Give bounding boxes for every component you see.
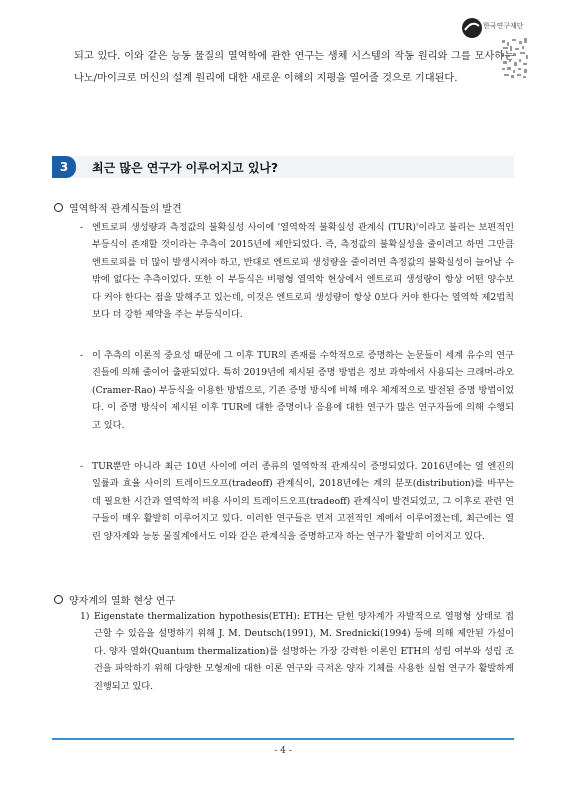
dash-bullet: - — [80, 350, 84, 361]
org-name: 한국연구재단 — [483, 22, 524, 30]
section-number: 3 — [52, 156, 76, 178]
section-header — [52, 156, 514, 178]
subsection-title: 양자계의 열화 현상 연구 — [69, 596, 176, 607]
list-item-text: Eigenstate thermalization hypothesis(ETH): ETH는 닫힌 양자계가 자발적으로 열평형 상태로 접근할 수 있음을 설명하기 위해 J. M. Deutsch(1991), M. Srednicki(1994) 등에 의해 제안된 가설이다. 양자 열화(Quantum thermalization)를 설명하는 가장 강력한 이론인 ETH의 성립 여부와 성립 조건을 파악하기 위해 다양한 모형계에 대한 이론 연구와 극저온 양자 기체를 사용한 실험 연구가 활발하게 진행되고 있다. — [94, 611, 514, 692]
list-item-text: 엔트로피 생성량과 측정값의 불확실성 사이에 '열역학적 불확실성 관계식 (TUR)'이라고 불리는 보편적인 부등식이 존재할 것이라는 추측이 2015년에 제안되었다. 즉, 측정값의 불확실성을 줄이려고 하면 그만큼 엔트로피를 더 많이 발생시켜야 하고, 반대로 엔트로피 생성량을 줄이려면 측정값의 불확실성이 늘어날 수밖에 없다는 추측이었다. 또한 이 부등식은 비평형 열역학 현상에서 엔트로피 생성량이 항상 어떤 양수보다 커야 한다는 점을 말해주고 있는데, 이것은 엔트로피 생성량이 항상 0보다 커야 한다는 열역학 제2법칙보다 더 강한 제약을 주는 부등식이다. — [92, 222, 514, 321]
subsection-title: 열역학적 관계식들의 발견 — [69, 204, 182, 215]
list-item — [80, 608, 514, 698]
list-item — [80, 458, 514, 580]
subsection-heading — [54, 592, 175, 607]
list-item — [80, 347, 514, 452]
dash-bullet: - — [80, 461, 84, 472]
intro-text: 되고 있다. 이와 같은 능동 물질의 열역학에 관한 연구는 생체 시스템의 작동 원리와 그를 모사하는 나노/마이크로 머신의 설계 원리에 대한 새로운 이해의 지평을 열어줄 것으로 기대된다. — [74, 51, 514, 84]
list-item-text: 이 추측의 이론적 중요성 때문에 그 이후 TUR의 존재를 수학적으로 증명하는 논문들이 세계 유수의 연구진들에 의해 줄이어 출판되었다. 특히 2019년에 제시된 증명 방법은 정보 과학에서 사용되는 크래머-라오(Cramer-Rao) 부등식을 이용한 방법으로, 기존 증명 방식에 비해 매우 체계적으로 발전된 증명 방법이었다. 이 증명 방식이 제시된 이후 TUR에 대한 증명이나 응용에 대한 연구가 많은 연구자들에 의해 수행되고 있다. — [92, 350, 514, 431]
nrf-logo-icon — [460, 16, 484, 40]
intro-paragraph — [74, 46, 514, 90]
list-item-text: TUR뿐만 아니라 최근 10년 사이에 여러 종류의 열역학적 관계식이 증명되었다. 2016년에는 열 엔진의 일률과 효율 사이의 트레이드오프(tradeoff) 관계식이, 2018년에는 계의 분포(distribution)를 바꾸는 데 필요한 시간과 열역학적 비용 사이의 트레이드오프(tradeoff) 관계식이 발견되었고, 그 이후로 관련 연구들이 매우 활발히 이루어지고 있다. 이러한 연구들은 먼저 고전적인 계에서 이루어졌는데, 최근에는 열린 양자계와 능동 물질계에서도 이와 같은 관계식을 증명하고자 하는 연구가 활발히 이어지고 있다. — [92, 461, 514, 542]
section-title: 최근 많은 연구가 이루어지고 있나? — [92, 161, 278, 175]
page-number: - 4 - — [274, 746, 292, 756]
dash-bullet: - — [80, 222, 84, 233]
circle-bullet-icon — [54, 203, 63, 212]
footer-rule — [52, 738, 514, 740]
list-item — [80, 219, 514, 324]
subsection-heading — [54, 200, 182, 215]
circle-bullet-icon — [54, 595, 63, 604]
list-marker: 1) — [80, 611, 90, 622]
